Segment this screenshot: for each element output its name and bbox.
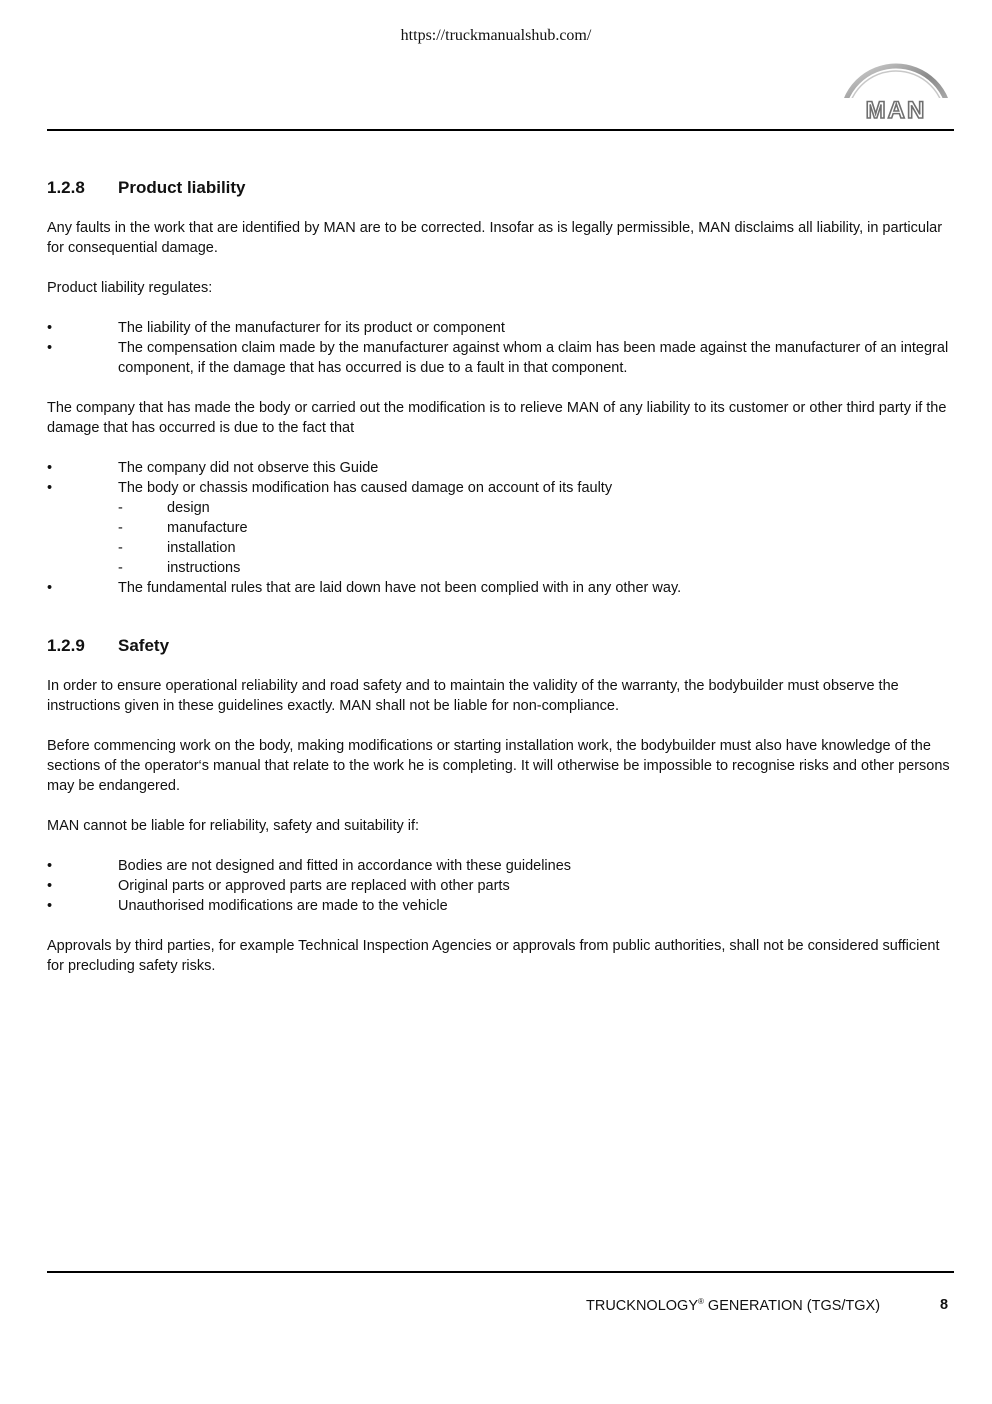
bullet-list [47,856,957,916]
list-item: • The company did not observe this Guide [47,460,379,476]
sub-list-item: - design [118,500,210,516]
paragraph: Approvals by third parties, for example Technical Inspection Agencies or approvals from public authorities, shall not be considered sufficient for precluding safety risks. [47,938,940,974]
header-url: https://truckmanualshub.com/ [400,27,592,44]
footer-rule [47,1271,954,1273]
sub-list-item: - instructions [118,560,241,576]
list-item: • The compensation claim made by the manufacturer against whom a claim has been made against the manufacturer of an integral component, if the damage that has occurred is due to a fault in that component. [47,340,949,376]
footer-title: TRUCKNOLOGY® GENERATION (TGS/TGX) [586,1297,881,1314]
paragraph: Product liability regulates: [47,280,213,296]
section-heading-safety [47,635,957,657]
list-item: • Bodies are not designed and fitted in accordance with these guidelines [47,858,572,874]
section-heading-product-liability [47,177,957,199]
paragraph: In order to ensure operational reliability and road safety and to maintain the validity of the warranty, the bodybuilder must observe the instructions given in these guidelines exactly. MAN shall not be liable for non-compliance. [47,678,899,714]
svg-text:MAN: MAN [865,97,927,124]
man-logo [836,54,956,124]
section-number: 1.2.9 [47,636,85,655]
list-item: • The body or chassis modification has caused damage on account of its faulty [47,480,613,496]
list-item: • The fundamental rules that are laid down have not been complied with in any other way. [47,580,682,596]
section-number: 1.2.8 [47,178,85,197]
section-title: Product liability [118,178,246,197]
section-title: Safety [118,636,170,655]
sub-list-item: - installation [118,540,236,556]
sub-list-container [47,498,957,578]
paragraph: Any faults in the work that are identified by MAN are to be corrected. Insofar as is legally permissible, MAN disclaims all liability, in particular for consequential damage. [47,220,943,256]
paragraph: The company that has made the body or carried out the modification is to relieve MAN of any liability to its customer or other third party if the damage that has occurred is due to the fact that [47,400,947,436]
header-rule [47,129,954,131]
sub-list [47,498,957,578]
list-item: • Unauthorised modifications are made to the vehicle [47,898,448,914]
page-content [47,177,957,996]
page-number: 8 [940,1297,949,1313]
list-item: • The liability of the manufacturer for its product or component [47,320,505,336]
bullet-list [47,318,957,378]
sub-list-item: - manufacture [118,520,248,536]
list-item: • Original parts or approved parts are replaced with other parts [47,878,510,894]
bullet-list [47,458,957,598]
paragraph: MAN cannot be liable for reliability, safety and suitability if: [47,818,420,834]
paragraph: Before commencing work on the body, making modifications or starting installation work, the bodybuilder must also have knowledge of the sections of the operator‘s manual that relate to the work he is completing. It will otherwise be impossible to recognise risks and other persons may be endangered. [47,738,950,794]
